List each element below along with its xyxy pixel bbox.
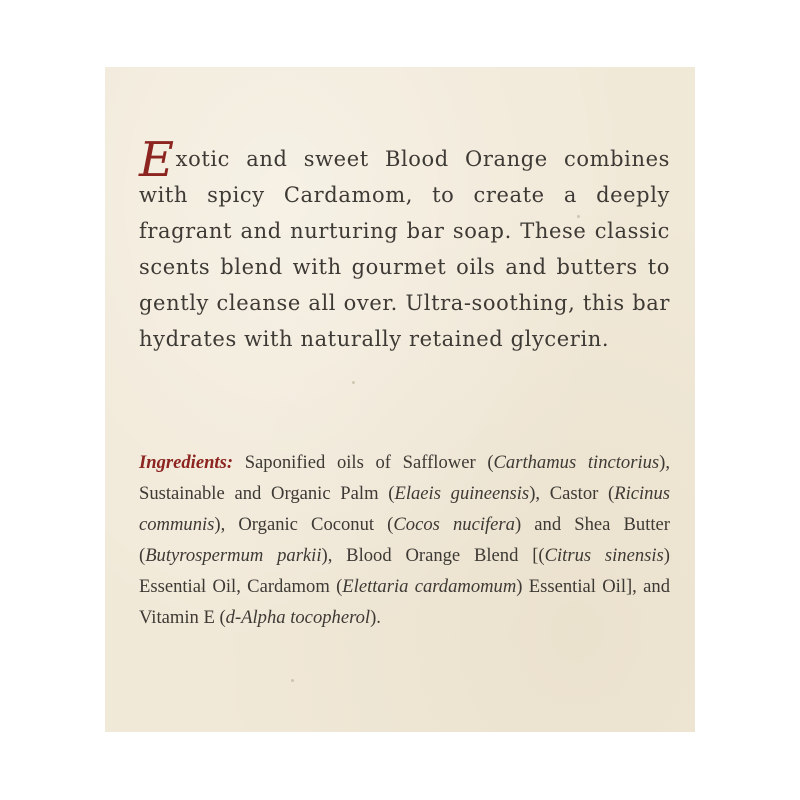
botanical-name: Ricinus communis — [139, 483, 671, 535]
ingredient-text: ), Blood Orange Blend [( — [321, 545, 545, 566]
ingredients-body — [139, 452, 670, 628]
soap-label-panel — [105, 67, 695, 732]
ingredient-text: ) Essential Oil], and Vitamin E ( — [139, 576, 670, 628]
botanical-name: Butyrospermum parkii — [145, 545, 322, 566]
botanical-name: Citrus sinensis — [544, 545, 664, 566]
botanical-name: Carthamus tinctorius — [493, 452, 660, 473]
botanical-name: Elettaria cardamomum — [342, 576, 517, 597]
botanical-name: Elaeis guineensis — [394, 483, 530, 504]
ingredients-list — [139, 447, 670, 633]
ingredient-text: Saponified oils of Safflower ( — [233, 452, 494, 473]
description-text: xotic and sweet Blood Orange combines with spicy Cardamom, to create a deeply fragrant and nurturing bar soap. These classic scents blend with gourmet oils and butters to gently cleanse all over. Ultra-soothing, this bar hydrates with naturally retained glycerin. — [139, 147, 670, 351]
ingredient-text: ). — [370, 607, 381, 628]
ingredient-text: ), Castor ( — [529, 483, 615, 504]
paper-speck — [352, 381, 355, 384]
ingredient-text: ) and Shea Butter ( — [139, 514, 670, 566]
paper-speck — [291, 679, 294, 682]
botanical-name: Cocos nucifera — [393, 514, 515, 535]
drop-cap-letter: E — [139, 132, 175, 188]
botanical-name: d-Alpha tocopherol — [225, 607, 371, 628]
ingredient-text: ), Organic Coconut ( — [214, 514, 394, 535]
product-description — [139, 132, 670, 357]
ingredients-heading: Ingredients: — [139, 452, 234, 473]
ingredient-text: ) Essential Oil, Cardamom ( — [139, 545, 670, 597]
ingredient-text: ), Sustainable and Organic Palm ( — [139, 452, 670, 504]
